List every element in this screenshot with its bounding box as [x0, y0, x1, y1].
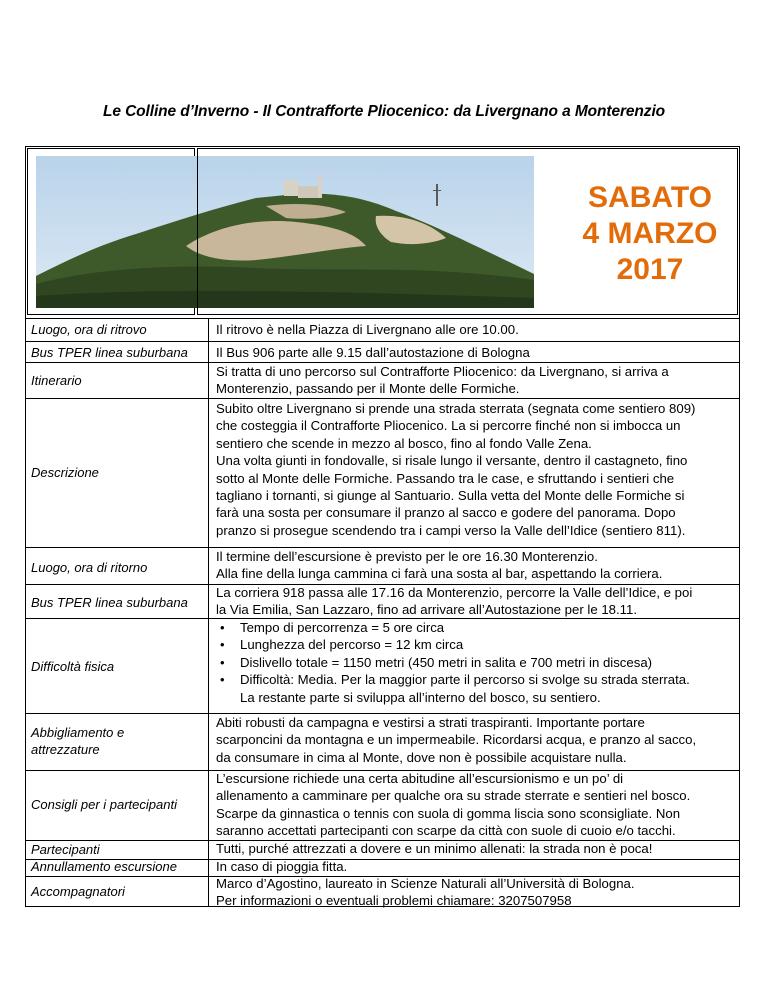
content-partecipanti [216, 840, 736, 857]
date-year: 2017 [616, 253, 684, 286]
column-divider [208, 318, 209, 907]
label-annullamento: Annullamento escursione [31, 859, 177, 874]
text-line: Una volta giunti in fondovalle, si risale lungo il versante, dentro il castagneto, fino [216, 453, 688, 469]
bullet-icon: • [220, 654, 225, 670]
text-line: Subito oltre Livergnano si prende una strada sterrata (segnata come sentiero 809) [216, 401, 696, 416]
label-accompagnatori: Accompagnatori [31, 884, 125, 899]
text-line: allenamento a camminare per qualche ora su strade sterrate e sentieri nel bosco. [216, 788, 691, 804]
text-line: In caso di pioggia fitta. [216, 859, 348, 874]
text-line: La corriera 918 passa alle 17.16 da Monterenzio, percorre la Valle dell’Idice, e poi [216, 585, 693, 600]
text-line: Alla fine della lunga cammina ci farà una sosta al bar, aspettando la corriera. [216, 566, 663, 582]
label-difficolta: Difficoltà fisica [31, 659, 115, 674]
text-line: Il termine dell’escursione è previsto per le ore 16.30 Monterenzio. [216, 549, 598, 564]
text-line: Il ritrovo è nella Piazza di Livergnano alle ore 10.00. [216, 322, 519, 337]
text-line: sentiero che scende in mezzo al bosco, fino al fondo Valle Zena. [216, 435, 592, 451]
list-item: • Lunghezza del percorso = 12 km circa [220, 637, 464, 653]
row-separator [25, 318, 740, 319]
label-itinerario: Itinerario [31, 373, 82, 388]
content-difficolta [216, 619, 736, 706]
content-annullamento [216, 858, 736, 875]
text-line: Monterenzio, passando per il Monte delle Formiche. [216, 381, 520, 397]
text-line: che costeggia il Contrafforte Pliocenico. La si percorre finché non si imbocca un [216, 418, 681, 434]
header-photo-cell [27, 148, 195, 315]
date-weekday: SABATO [588, 181, 712, 214]
text-line: sotto al Monte delle Formiche. Passando tra le case, e sfruttando i sentieri che [216, 470, 675, 486]
row-separator [25, 398, 740, 399]
text-line: Scarpe da ginnastica o tennis con suola di gomma liscia sono sconsigliate. Non [216, 805, 681, 821]
text-line: Tutti, purché attrezzati a dovere e un minimo allenati: la strada non è poca! [216, 841, 653, 856]
text-line: farà una sosta per consumare il pranzo al sacco e godere del panorama. Dopo [216, 505, 676, 521]
list-item: • Tempo di percorrenza = 5 ore circa [220, 620, 445, 635]
text-line: Marco d’Agostino, laureato in Scienze Naturali all’Università di Bologna. [216, 876, 635, 891]
content-accompagnatori [216, 875, 736, 910]
text-line: Abiti robusti da campagna e vestirsi a strati traspiranti. Importante portare [216, 715, 645, 730]
text-line: tagliano i tornanti, si giunge al Santuario. Sulla vetta del Monte delle Formiche si [216, 488, 685, 504]
content-itinerario [216, 363, 736, 398]
bullet-icon: • [220, 620, 225, 635]
label-abbigliamento: Abbigliamento e attrezzature [31, 725, 125, 758]
content-ritrovo [216, 321, 736, 338]
content-bus-ritorno [216, 584, 736, 619]
content-consigli [216, 770, 736, 840]
document-title: Le Colline d’Inverno - Il Contrafforte Pliocenico: da Livergnano a Monterenzio [102, 103, 666, 120]
content-abbigliamento [216, 714, 736, 766]
label-bus-andata: Bus TPER linea suburbana [31, 345, 188, 360]
text-line: Per informazioni o eventuali problemi chiamare: 3207507958 [216, 893, 572, 909]
bullet-icon: • [220, 672, 225, 688]
text-line: pranzo si prosegue scendendo tra i campi verso la Valle dell’Idice (sentiero 811). [216, 522, 686, 538]
event-date [530, 180, 768, 288]
content-ritorno [216, 548, 736, 583]
text-line: da consumare in cima al Monte, dove non è possibile acquistare nulla. [216, 749, 627, 765]
text-line: L’escursione richiede una certa abitudine all’escursionismo e un po’ di [216, 771, 624, 786]
label-descrizione: Descrizione [31, 465, 99, 480]
label-ritorno: Luogo, ora di ritorno [31, 560, 148, 575]
date-day-month: 4 MARZO [582, 217, 718, 250]
text-line: saranno accettati partecipanti con scarpe da città con suole di cuoio e/o tacchi. [216, 823, 676, 839]
label-bus-ritorno: Bus TPER linea suburbana [31, 595, 188, 610]
text-line: Il Bus 906 parte alle 9.15 dall’autostazione di Bologna [216, 345, 530, 360]
text-line: Si tratta di uno percorso sul Contrafforte Pliocenico: da Livergnano, si arriva a [216, 364, 669, 379]
text-line: la Via Emilia, San Lazzaro, fino ad arrivare all’Autostazione per le 18.11. [216, 602, 638, 618]
text-line: scarponcini da montagna e un impermeabile. Ricordarsi acqua, e pranzo al sacco, [216, 732, 697, 748]
row-separator [25, 341, 740, 342]
label-partecipanti: Partecipanti [31, 842, 100, 857]
content-bus-andata [216, 344, 736, 361]
text-line: La restante parte si sviluppa all’interno del bosco, su sentiero. [240, 689, 601, 705]
content-descrizione [216, 400, 736, 539]
list-item: • Difficoltà: Media. Per la maggior parte il percorso si svolge su strada sterrata. [220, 672, 690, 688]
bullet-icon: • [220, 637, 225, 653]
label-consigli: Consigli per i partecipanti [31, 797, 177, 812]
list-item: • Dislivello totale = 1150 metri (450 metri in salita e 700 metri in discesa) [220, 654, 653, 670]
label-ritrovo: Luogo, ora di ritrovo [31, 322, 147, 337]
